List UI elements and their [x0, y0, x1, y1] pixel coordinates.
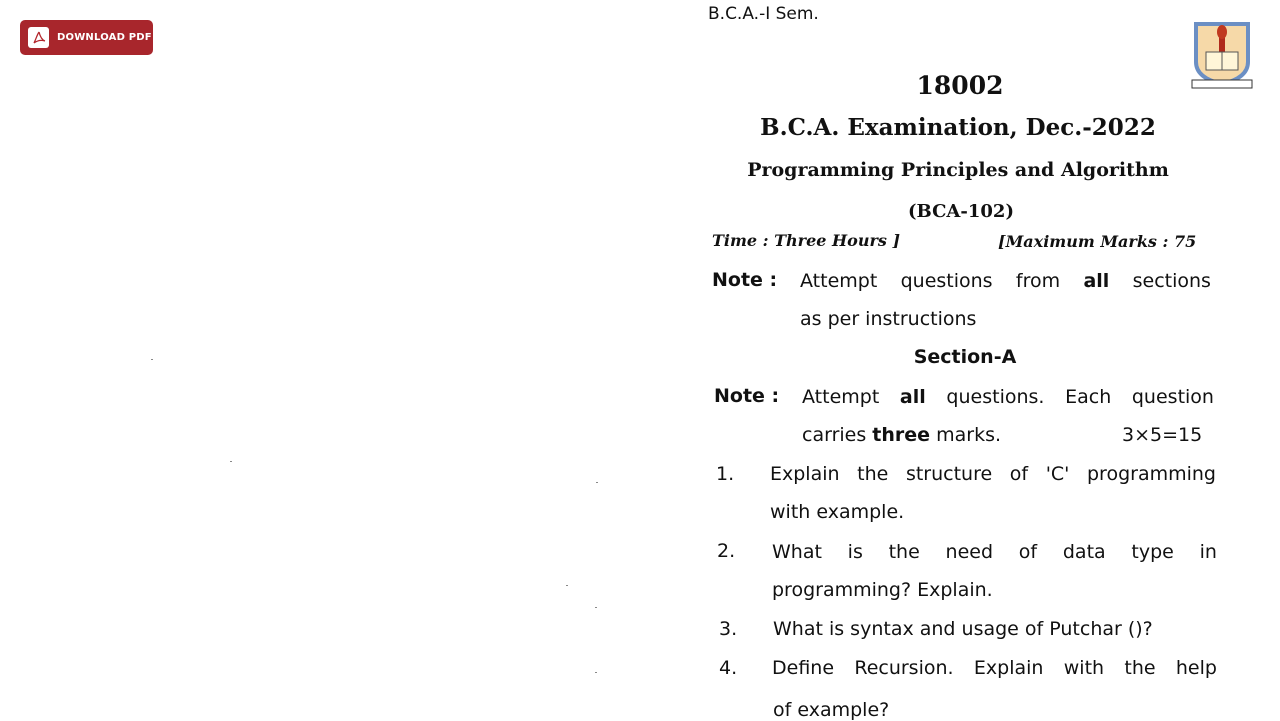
- question-1-line-2: with example.: [770, 501, 905, 523]
- question-number: 3.: [719, 618, 738, 640]
- word: all: [899, 386, 926, 408]
- download-pdf-label: DOWNLOAD PDF: [57, 32, 152, 43]
- word: Define: [772, 657, 835, 679]
- paper-header: B.C.A.-I Sem.: [708, 4, 819, 24]
- word: the: [888, 541, 920, 563]
- question-3-line-1: What is syntax and usage of Putchar ()?: [773, 618, 1153, 640]
- word: all: [1083, 270, 1110, 292]
- question-2-line-1: [772, 541, 1217, 563]
- word: questions.: [946, 386, 1045, 408]
- exam-title: B.C.A. Examination, Dec.-2022: [760, 114, 1156, 141]
- word: Explain: [770, 463, 840, 485]
- word: is: [847, 541, 863, 563]
- word: sections: [1132, 270, 1211, 292]
- word: question: [1131, 386, 1214, 408]
- word: structure: [905, 463, 993, 485]
- pdf-icon: [28, 27, 49, 48]
- word: programming: [1087, 463, 1216, 485]
- download-pdf-button[interactable]: [20, 20, 153, 55]
- word: Recursion.: [854, 657, 954, 679]
- scan-speck: [595, 607, 597, 608]
- section-marks: 3×5=15: [1122, 424, 1203, 446]
- scan-speck: [596, 482, 598, 483]
- word: type: [1131, 541, 1174, 563]
- word: 'C': [1045, 463, 1070, 485]
- word: of: [1009, 463, 1029, 485]
- section-note-label: Note :: [714, 385, 780, 407]
- text: three: [872, 424, 931, 446]
- word: Explain: [973, 657, 1044, 679]
- subject-title: Programming Principles and Algorithm: [747, 159, 1169, 181]
- time-label: Time : Three Hours ]: [712, 231, 901, 250]
- question-number: 2.: [717, 540, 736, 562]
- scan-speck: [595, 672, 597, 673]
- word: What: [772, 541, 822, 563]
- question-4-line-2: of example?: [773, 699, 890, 721]
- question-number: 1.: [716, 463, 735, 485]
- word: data: [1062, 541, 1106, 563]
- word: help: [1175, 657, 1217, 679]
- word: Attempt: [800, 270, 878, 292]
- scan-speck: [230, 461, 232, 462]
- word: need: [945, 541, 994, 563]
- section-note-line-1: [802, 386, 1214, 408]
- section-heading: Section-A: [913, 346, 1017, 368]
- question-number: 4.: [719, 657, 738, 679]
- text: carries: [802, 424, 873, 446]
- word: the: [1124, 657, 1156, 679]
- note-label: Note :: [712, 269, 778, 291]
- text: marks.: [930, 424, 1002, 446]
- word: Attempt: [802, 386, 880, 408]
- section-note-line-2: [802, 424, 1001, 446]
- word: of: [1018, 541, 1038, 563]
- scan-speck: [151, 359, 153, 360]
- scan-speck: [566, 585, 568, 586]
- course-code: (BCA-102): [908, 201, 1014, 222]
- question-4-line-1: [772, 657, 1217, 679]
- word: with: [1063, 657, 1105, 679]
- note-line-1: [800, 270, 1211, 292]
- question-2-line-2: programming? Explain.: [772, 579, 993, 601]
- note-line-2: as per instructions: [800, 308, 977, 330]
- word: in: [1199, 541, 1217, 563]
- word: Each: [1065, 386, 1112, 408]
- max-marks-label: [Maximum Marks : 75: [998, 232, 1197, 251]
- word: the: [857, 463, 889, 485]
- paper-code: 18002: [916, 71, 1004, 100]
- university-logo: [1190, 22, 1254, 90]
- word: questions: [900, 270, 993, 292]
- question-1-line-1: [770, 463, 1216, 485]
- word: from: [1015, 270, 1061, 292]
